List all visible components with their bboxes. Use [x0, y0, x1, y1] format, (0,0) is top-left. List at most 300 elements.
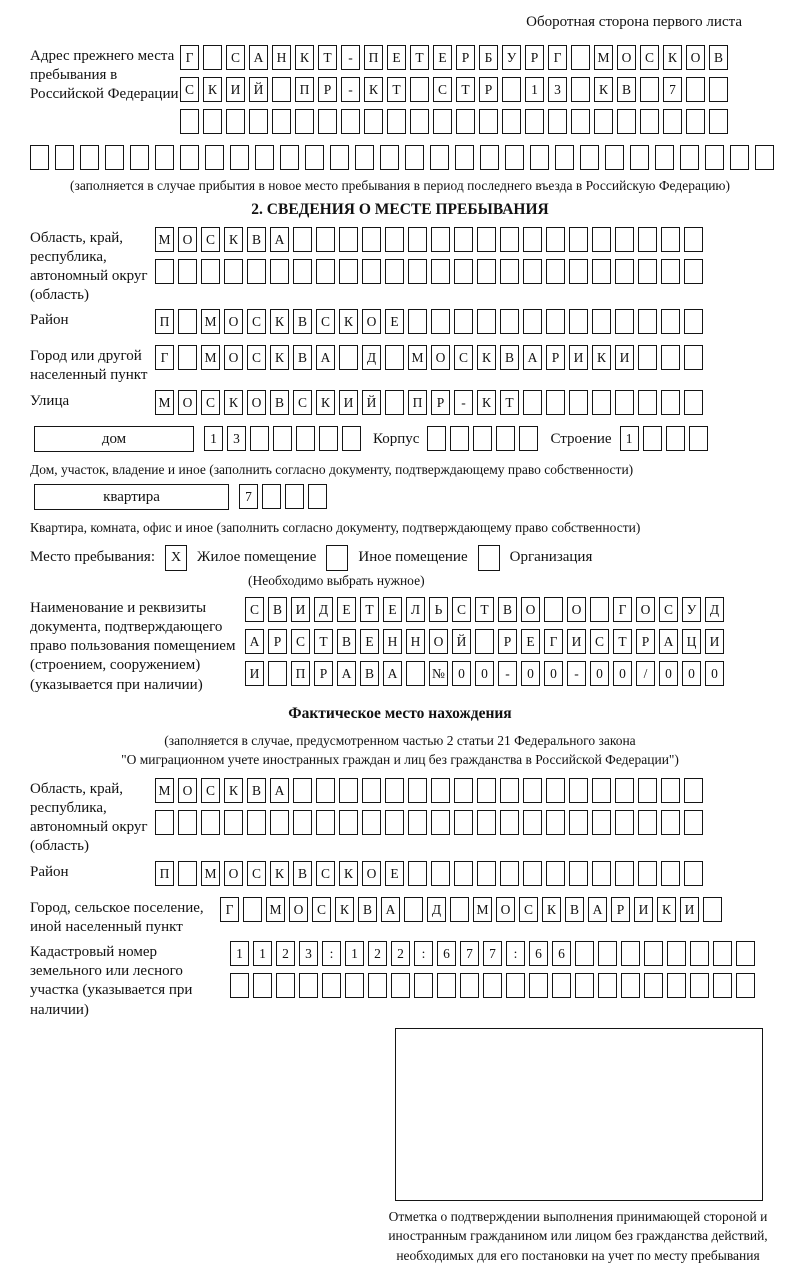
char-cell[interactable]	[247, 810, 266, 835]
char-cell[interactable]	[450, 426, 469, 451]
char-cell[interactable]: Р	[268, 629, 287, 654]
confirmation-stamp-box[interactable]	[395, 1028, 763, 1201]
char-cell[interactable]: Т	[613, 629, 632, 654]
char-cell[interactable]: В	[565, 897, 584, 922]
char-cell[interactable]: Р	[479, 77, 498, 102]
char-cell[interactable]: 1	[253, 941, 272, 966]
char-cell[interactable]	[431, 778, 450, 803]
char-cell[interactable]	[404, 897, 423, 922]
char-cell[interactable]: П	[364, 45, 383, 70]
char-cell[interactable]	[454, 861, 473, 886]
char-cell[interactable]	[569, 309, 588, 334]
char-cell[interactable]	[272, 109, 291, 134]
char-cell[interactable]: 6	[529, 941, 548, 966]
char-cell[interactable]	[385, 345, 404, 370]
char-cell[interactable]	[341, 109, 360, 134]
char-cell[interactable]: К	[477, 345, 496, 370]
char-cell[interactable]: №	[429, 661, 448, 686]
char-cell[interactable]: 7	[483, 941, 502, 966]
char-cell[interactable]	[709, 77, 728, 102]
char-cell[interactable]	[270, 810, 289, 835]
char-cell[interactable]	[684, 259, 703, 284]
char-cell[interactable]: Е	[385, 861, 404, 886]
char-cell[interactable]	[105, 145, 124, 170]
char-cell[interactable]	[523, 861, 542, 886]
char-cell[interactable]: Т	[387, 77, 406, 102]
char-cell[interactable]: Т	[475, 597, 494, 622]
char-cell[interactable]	[615, 810, 634, 835]
char-cell[interactable]	[454, 259, 473, 284]
char-cell[interactable]	[505, 145, 524, 170]
char-cell[interactable]	[477, 259, 496, 284]
char-cell[interactable]	[230, 145, 249, 170]
char-cell[interactable]: П	[291, 661, 310, 686]
char-cell[interactable]: П	[408, 390, 427, 415]
checkbox-inoe[interactable]	[326, 545, 348, 571]
char-cell[interactable]: К	[270, 309, 289, 334]
char-cell[interactable]: О	[224, 309, 243, 334]
char-cell[interactable]	[615, 309, 634, 334]
char-cell[interactable]	[319, 426, 338, 451]
char-cell[interactable]: С	[201, 390, 220, 415]
char-cell[interactable]	[523, 810, 542, 835]
char-cell[interactable]: О	[224, 861, 243, 886]
char-cell[interactable]: Е	[383, 597, 402, 622]
char-cell[interactable]	[661, 390, 680, 415]
char-cell[interactable]	[523, 259, 542, 284]
checkbox-organizaciya[interactable]	[478, 545, 500, 571]
char-cell[interactable]	[638, 309, 657, 334]
char-cell[interactable]	[644, 941, 663, 966]
char-cell[interactable]: В	[270, 390, 289, 415]
char-cell[interactable]	[316, 227, 335, 252]
char-cell[interactable]: С	[312, 897, 331, 922]
char-cell[interactable]	[276, 973, 295, 998]
char-cell[interactable]	[272, 77, 291, 102]
char-cell[interactable]	[506, 973, 525, 998]
char-cell[interactable]: Й	[249, 77, 268, 102]
char-cell[interactable]	[477, 861, 496, 886]
char-cell[interactable]	[705, 145, 724, 170]
char-cell[interactable]: 1	[204, 426, 223, 451]
char-cell[interactable]	[615, 227, 634, 252]
char-cell[interactable]	[546, 778, 565, 803]
char-cell[interactable]	[736, 941, 755, 966]
char-cell[interactable]	[345, 973, 364, 998]
char-cell[interactable]: А	[381, 897, 400, 922]
char-cell[interactable]: 7	[663, 77, 682, 102]
char-cell[interactable]	[546, 227, 565, 252]
char-cell[interactable]	[643, 426, 662, 451]
char-cell[interactable]: Е	[521, 629, 540, 654]
char-cell[interactable]	[273, 426, 292, 451]
char-cell[interactable]: С	[245, 597, 264, 622]
char-cell[interactable]: -	[454, 390, 473, 415]
char-cell[interactable]	[684, 227, 703, 252]
char-cell[interactable]: А	[270, 227, 289, 252]
char-cell[interactable]	[555, 145, 574, 170]
char-cell[interactable]: Е	[360, 629, 379, 654]
house-type-box[interactable]: дом	[34, 426, 194, 452]
char-cell[interactable]	[339, 778, 358, 803]
char-cell[interactable]: К	[657, 897, 676, 922]
char-cell[interactable]	[480, 145, 499, 170]
char-cell[interactable]: Р	[431, 390, 450, 415]
char-cell[interactable]	[408, 309, 427, 334]
char-cell[interactable]: К	[592, 345, 611, 370]
char-cell[interactable]	[661, 810, 680, 835]
char-cell[interactable]	[255, 145, 274, 170]
char-cell[interactable]	[224, 259, 243, 284]
char-cell[interactable]	[355, 145, 374, 170]
char-cell[interactable]	[203, 45, 222, 70]
char-cell[interactable]: О	[362, 309, 381, 334]
char-cell[interactable]	[546, 309, 565, 334]
char-cell[interactable]: У	[682, 597, 701, 622]
char-cell[interactable]: А	[588, 897, 607, 922]
char-cell[interactable]	[730, 145, 749, 170]
char-cell[interactable]	[299, 973, 318, 998]
char-cell[interactable]	[201, 259, 220, 284]
char-cell[interactable]: С	[201, 227, 220, 252]
char-cell[interactable]	[661, 259, 680, 284]
char-cell[interactable]: Р	[546, 345, 565, 370]
char-cell[interactable]	[546, 390, 565, 415]
char-cell[interactable]: Д	[314, 597, 333, 622]
char-cell[interactable]: С	[247, 309, 266, 334]
char-cell[interactable]: К	[335, 897, 354, 922]
char-cell[interactable]	[387, 109, 406, 134]
char-cell[interactable]: П	[155, 309, 174, 334]
char-cell[interactable]: 0	[705, 661, 724, 686]
char-cell[interactable]: О	[178, 390, 197, 415]
char-cell[interactable]	[569, 390, 588, 415]
char-cell[interactable]: К	[224, 390, 243, 415]
char-cell[interactable]	[130, 145, 149, 170]
char-cell[interactable]: Д	[705, 597, 724, 622]
char-cell[interactable]: К	[270, 345, 289, 370]
char-cell[interactable]: Е	[387, 45, 406, 70]
char-cell[interactable]: О	[496, 897, 515, 922]
char-cell[interactable]	[178, 259, 197, 284]
char-cell[interactable]: А	[316, 345, 335, 370]
char-cell[interactable]: С	[247, 861, 266, 886]
char-cell[interactable]: Н	[383, 629, 402, 654]
char-cell[interactable]: С	[293, 390, 312, 415]
char-cell[interactable]	[431, 810, 450, 835]
char-cell[interactable]	[178, 345, 197, 370]
char-cell[interactable]: :	[322, 941, 341, 966]
char-cell[interactable]	[523, 390, 542, 415]
char-cell[interactable]: А	[245, 629, 264, 654]
char-cell[interactable]: 6	[552, 941, 571, 966]
char-cell[interactable]: В	[293, 345, 312, 370]
char-cell[interactable]: Т	[456, 77, 475, 102]
char-cell[interactable]: 3	[548, 77, 567, 102]
char-cell[interactable]	[270, 259, 289, 284]
char-cell[interactable]	[362, 810, 381, 835]
char-cell[interactable]	[410, 109, 429, 134]
char-cell[interactable]	[155, 259, 174, 284]
char-cell[interactable]: С	[590, 629, 609, 654]
char-cell[interactable]	[55, 145, 74, 170]
char-cell[interactable]: Г	[613, 597, 632, 622]
char-cell[interactable]	[640, 77, 659, 102]
char-cell[interactable]	[180, 109, 199, 134]
char-cell[interactable]: /	[636, 661, 655, 686]
char-cell[interactable]	[661, 778, 680, 803]
char-cell[interactable]	[684, 778, 703, 803]
char-cell[interactable]	[575, 941, 594, 966]
char-cell[interactable]: Г	[180, 45, 199, 70]
char-cell[interactable]: В	[360, 661, 379, 686]
char-cell[interactable]: О	[289, 897, 308, 922]
char-cell[interactable]: В	[358, 897, 377, 922]
char-cell[interactable]: О	[636, 597, 655, 622]
char-cell[interactable]: К	[339, 861, 358, 886]
char-cell[interactable]	[385, 227, 404, 252]
char-cell[interactable]	[455, 145, 474, 170]
char-cell[interactable]	[330, 145, 349, 170]
char-cell[interactable]	[571, 45, 590, 70]
char-cell[interactable]	[243, 897, 262, 922]
char-cell[interactable]	[667, 941, 686, 966]
char-cell[interactable]: А	[270, 778, 289, 803]
char-cell[interactable]: К	[663, 45, 682, 70]
char-cell[interactable]: Е	[337, 597, 356, 622]
char-cell[interactable]: И	[245, 661, 264, 686]
char-cell[interactable]: О	[362, 861, 381, 886]
char-cell[interactable]	[253, 973, 272, 998]
char-cell[interactable]	[569, 861, 588, 886]
char-cell[interactable]: В	[617, 77, 636, 102]
char-cell[interactable]	[408, 810, 427, 835]
char-cell[interactable]	[430, 145, 449, 170]
char-cell[interactable]: И	[339, 390, 358, 415]
char-cell[interactable]	[431, 309, 450, 334]
char-cell[interactable]	[552, 973, 571, 998]
char-cell[interactable]: И	[226, 77, 245, 102]
char-cell[interactable]	[293, 778, 312, 803]
char-cell[interactable]: С	[640, 45, 659, 70]
char-cell[interactable]	[385, 778, 404, 803]
char-cell[interactable]: Р	[611, 897, 630, 922]
char-cell[interactable]: И	[705, 629, 724, 654]
char-cell[interactable]: Е	[433, 45, 452, 70]
char-cell[interactable]	[638, 227, 657, 252]
char-cell[interactable]	[638, 259, 657, 284]
char-cell[interactable]	[661, 309, 680, 334]
char-cell[interactable]: И	[567, 629, 586, 654]
char-cell[interactable]	[590, 597, 609, 622]
char-cell[interactable]: М	[201, 345, 220, 370]
char-cell[interactable]: К	[224, 227, 243, 252]
char-cell[interactable]	[663, 109, 682, 134]
char-cell[interactable]	[500, 227, 519, 252]
char-cell[interactable]: А	[249, 45, 268, 70]
char-cell[interactable]	[684, 810, 703, 835]
char-cell[interactable]	[226, 109, 245, 134]
char-cell[interactable]	[736, 973, 755, 998]
char-cell[interactable]	[525, 109, 544, 134]
char-cell[interactable]	[454, 227, 473, 252]
char-cell[interactable]	[690, 941, 709, 966]
char-cell[interactable]: А	[523, 345, 542, 370]
char-cell[interactable]	[80, 145, 99, 170]
char-cell[interactable]: -	[341, 77, 360, 102]
char-cell[interactable]: -	[498, 661, 517, 686]
char-cell[interactable]	[431, 259, 450, 284]
char-cell[interactable]: 2	[276, 941, 295, 966]
char-cell[interactable]	[592, 810, 611, 835]
char-cell[interactable]	[684, 309, 703, 334]
char-cell[interactable]	[477, 309, 496, 334]
char-cell[interactable]	[598, 973, 617, 998]
char-cell[interactable]	[224, 810, 243, 835]
char-cell[interactable]	[519, 426, 538, 451]
char-cell[interactable]	[391, 973, 410, 998]
char-cell[interactable]: С	[316, 309, 335, 334]
char-cell[interactable]: П	[295, 77, 314, 102]
char-cell[interactable]: -	[341, 45, 360, 70]
char-cell[interactable]: О	[178, 778, 197, 803]
char-cell[interactable]	[180, 145, 199, 170]
char-cell[interactable]	[408, 861, 427, 886]
char-cell[interactable]	[502, 109, 521, 134]
char-cell[interactable]: В	[247, 778, 266, 803]
char-cell[interactable]: Й	[362, 390, 381, 415]
char-cell[interactable]	[569, 778, 588, 803]
char-cell[interactable]: С	[291, 629, 310, 654]
char-cell[interactable]: С	[519, 897, 538, 922]
char-cell[interactable]: 0	[613, 661, 632, 686]
char-cell[interactable]	[592, 259, 611, 284]
char-cell[interactable]	[262, 484, 281, 509]
char-cell[interactable]	[293, 227, 312, 252]
char-cell[interactable]	[268, 661, 287, 686]
char-cell[interactable]	[500, 810, 519, 835]
char-cell[interactable]: Е	[385, 309, 404, 334]
char-cell[interactable]	[318, 109, 337, 134]
char-cell[interactable]	[339, 259, 358, 284]
char-cell[interactable]	[385, 390, 404, 415]
char-cell[interactable]	[427, 426, 446, 451]
char-cell[interactable]: Г	[544, 629, 563, 654]
char-cell[interactable]	[569, 227, 588, 252]
char-cell[interactable]: 1	[620, 426, 639, 451]
char-cell[interactable]	[592, 227, 611, 252]
char-cell[interactable]	[431, 861, 450, 886]
char-cell[interactable]	[703, 897, 722, 922]
checkbox-zhiloe[interactable]: X	[165, 545, 187, 571]
char-cell[interactable]: С	[454, 345, 473, 370]
char-cell[interactable]: И	[680, 897, 699, 922]
char-cell[interactable]	[523, 778, 542, 803]
char-cell[interactable]	[483, 973, 502, 998]
char-cell[interactable]	[621, 973, 640, 998]
char-cell[interactable]	[500, 309, 519, 334]
char-cell[interactable]: О	[431, 345, 450, 370]
char-cell[interactable]: М	[473, 897, 492, 922]
char-cell[interactable]: :	[414, 941, 433, 966]
char-cell[interactable]: С	[316, 861, 335, 886]
char-cell[interactable]	[640, 109, 659, 134]
char-cell[interactable]	[280, 145, 299, 170]
char-cell[interactable]	[316, 259, 335, 284]
char-cell[interactable]: Р	[456, 45, 475, 70]
char-cell[interactable]: М	[594, 45, 613, 70]
char-cell[interactable]: О	[429, 629, 448, 654]
char-cell[interactable]	[339, 345, 358, 370]
char-cell[interactable]: В	[268, 597, 287, 622]
char-cell[interactable]: Р	[525, 45, 544, 70]
char-cell[interactable]	[594, 109, 613, 134]
char-cell[interactable]	[615, 861, 634, 886]
char-cell[interactable]	[638, 778, 657, 803]
char-cell[interactable]	[247, 259, 266, 284]
char-cell[interactable]	[250, 426, 269, 451]
char-cell[interactable]: М	[155, 778, 174, 803]
char-cell[interactable]: Р	[318, 77, 337, 102]
char-cell[interactable]	[500, 861, 519, 886]
char-cell[interactable]	[617, 109, 636, 134]
char-cell[interactable]	[686, 109, 705, 134]
char-cell[interactable]: М	[408, 345, 427, 370]
char-cell[interactable]	[414, 973, 433, 998]
char-cell[interactable]	[339, 227, 358, 252]
char-cell[interactable]	[316, 810, 335, 835]
char-cell[interactable]	[571, 77, 590, 102]
char-cell[interactable]	[295, 109, 314, 134]
char-cell[interactable]	[592, 309, 611, 334]
char-cell[interactable]: Т	[318, 45, 337, 70]
char-cell[interactable]	[638, 861, 657, 886]
char-cell[interactable]	[592, 390, 611, 415]
char-cell[interactable]: П	[155, 861, 174, 886]
char-cell[interactable]	[456, 109, 475, 134]
char-cell[interactable]: В	[293, 309, 312, 334]
char-cell[interactable]: Р	[636, 629, 655, 654]
char-cell[interactable]: 0	[682, 661, 701, 686]
char-cell[interactable]	[605, 145, 624, 170]
char-cell[interactable]	[201, 810, 220, 835]
char-cell[interactable]: И	[615, 345, 634, 370]
char-cell[interactable]: С	[226, 45, 245, 70]
char-cell[interactable]	[362, 778, 381, 803]
char-cell[interactable]	[406, 661, 425, 686]
char-cell[interactable]: В	[293, 861, 312, 886]
char-cell[interactable]	[408, 778, 427, 803]
char-cell[interactable]	[615, 259, 634, 284]
char-cell[interactable]	[460, 973, 479, 998]
char-cell[interactable]: К	[339, 309, 358, 334]
char-cell[interactable]: 3	[227, 426, 246, 451]
char-cell[interactable]: М	[266, 897, 285, 922]
char-cell[interactable]: К	[224, 778, 243, 803]
char-cell[interactable]	[454, 810, 473, 835]
char-cell[interactable]	[385, 259, 404, 284]
char-cell[interactable]	[362, 227, 381, 252]
char-cell[interactable]	[686, 77, 705, 102]
char-cell[interactable]: 1	[525, 77, 544, 102]
char-cell[interactable]	[155, 810, 174, 835]
char-cell[interactable]	[410, 77, 429, 102]
char-cell[interactable]: М	[155, 390, 174, 415]
char-cell[interactable]: 0	[475, 661, 494, 686]
char-cell[interactable]: М	[201, 309, 220, 334]
char-cell[interactable]	[544, 597, 563, 622]
char-cell[interactable]: О	[521, 597, 540, 622]
